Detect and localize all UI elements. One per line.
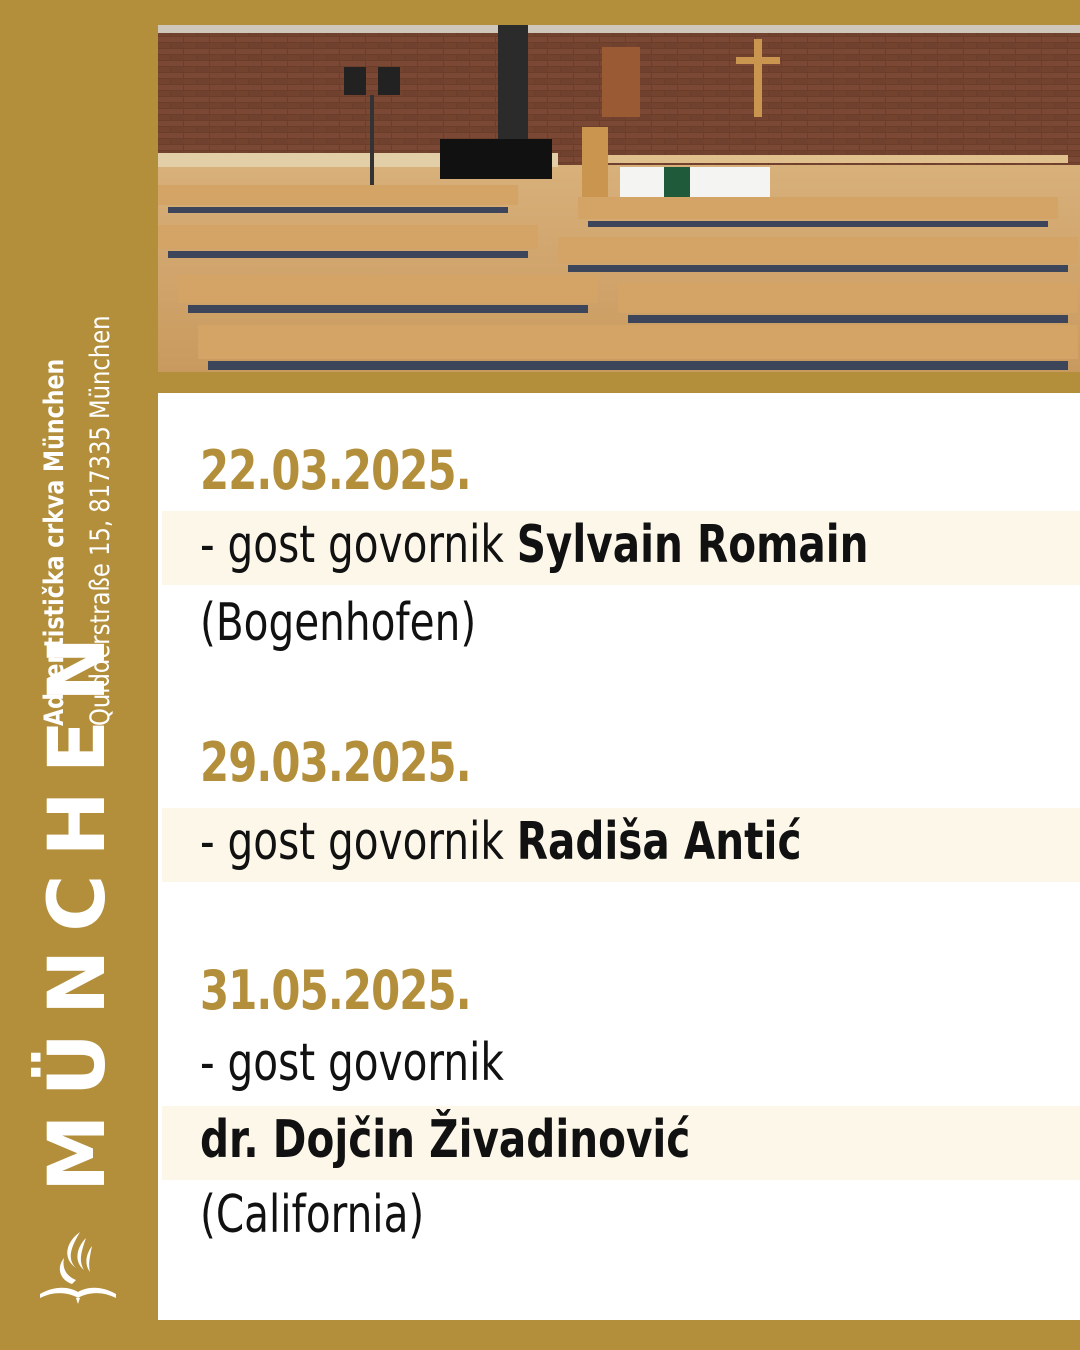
speaker-prefix: - gost govornik [200, 812, 517, 872]
brand-title: MÜNCHEN [33, 618, 123, 1192]
event-date: 22.03.2025. [200, 439, 471, 502]
church-hall-photo [158, 25, 1080, 372]
event-date: 31.05.2025. [200, 959, 471, 1022]
organization-name: Adventistička crkva München [39, 358, 70, 726]
event-speaker-line [200, 515, 868, 575]
speaker-name-line [200, 1110, 690, 1170]
adventist-logo-icon [36, 1228, 120, 1306]
address: Quidderstraße 15, 817335 München [85, 315, 116, 726]
event-speaker-line [200, 812, 801, 872]
event-date: 29.03.2025. [200, 731, 471, 794]
speaker-name: Sylvain Romain [516, 515, 869, 575]
events-panel [158, 393, 1080, 1320]
sidebar [0, 0, 158, 1350]
speaker-name: Radiša Antić [516, 812, 802, 872]
speaker-prefix: - gost govornik [200, 515, 517, 575]
speaker-name: dr. Dojčin Živadinović [200, 1110, 691, 1170]
speaker-prefix: - gost govornik [200, 1033, 504, 1093]
speaker-origin: (California) [200, 1185, 425, 1245]
speaker-origin: (Bogenhofen) [200, 593, 477, 653]
